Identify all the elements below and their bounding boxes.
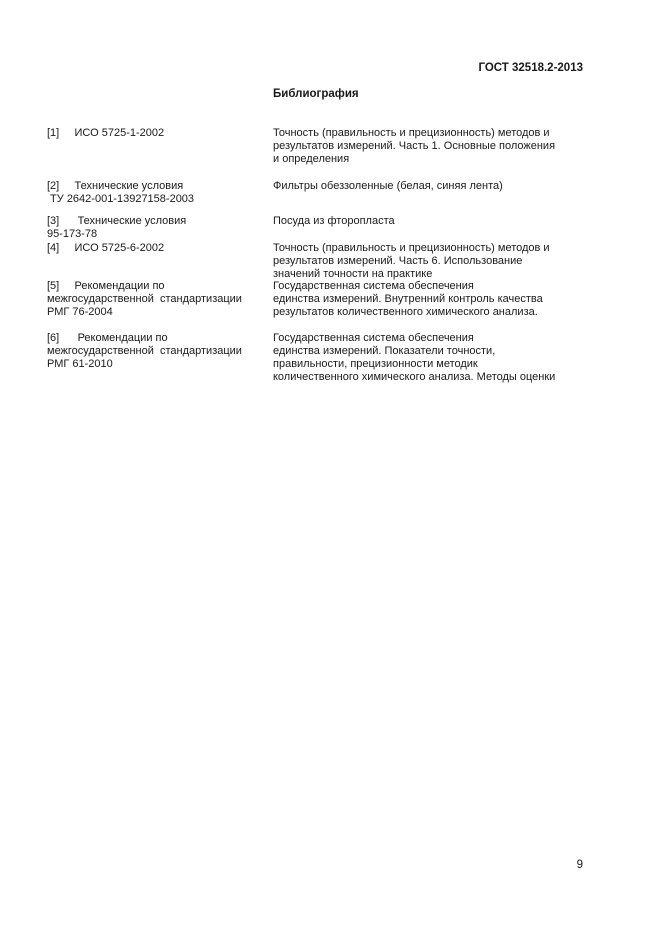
entry-reference [47,127,252,140]
description-line: Государственная система обеспечения [273,332,474,344]
reference-line: [3] Технические условия [47,215,187,227]
description-line: правильности, прецизионности методик [273,358,478,370]
reference-line: РМГ 76-2004 [47,306,113,318]
reference-line: межгосударственной стандартизации [47,293,242,305]
reference-line: [6] Рекомендации по [47,332,168,344]
description-line: и определения [273,153,350,165]
document-code: ГОСТ 32518.2-2013 [478,62,583,74]
entry-reference [47,242,252,255]
entry-reference [47,280,252,319]
reference-line: ТУ 2642-001-13927158-2003 [47,193,195,205]
description-line: единства измерений. Показатели точности, [273,345,496,357]
description-line: значений точности на практике [273,268,433,280]
entry-reference [47,215,252,241]
description-line: количественного химического анализа. Методы оценки [273,371,556,383]
entry-reference [47,332,252,371]
reference-line: [5] Рекомендации по [47,280,165,292]
description-line: Точность (правильность и прецизионность) методов и [273,242,550,254]
description-line: результатов измерений. Часть 6. Использование [273,255,523,267]
entry-description [273,127,573,166]
entry-reference [47,180,252,206]
description-line: результатов количественного химического анализа. [273,306,538,318]
description-line: Фильтры обеззоленные (белая, синяя лента) [273,180,503,192]
section-title: Библиография [273,88,359,100]
description-line: Государственная система обеспечения [273,280,474,292]
reference-line: [1] ИСО 5725-1-2002 [47,127,165,139]
entry-description [273,242,573,281]
reference-line: [4] ИСО 5725-6-2002 [47,242,165,254]
entry-description [273,215,573,228]
description-line: единства измерений. Внутренний контроль качества [273,293,543,305]
description-line: Посуда из фторопласта [273,215,395,227]
entry-description [273,180,573,193]
page-number: 9 [576,859,583,871]
entry-description [273,280,573,319]
description-line: результатов измерений. Часть 1. Основные положения [273,140,556,152]
reference-line: межгосударственной стандартизации [47,345,242,357]
reference-line: РМГ 61-2010 [47,358,113,370]
reference-line: 95-173-78 [47,228,98,240]
reference-line: [2] Технические условия [47,180,184,192]
entry-description [273,332,573,384]
description-line: Точность (правильность и прецизионность) методов и [273,127,550,139]
